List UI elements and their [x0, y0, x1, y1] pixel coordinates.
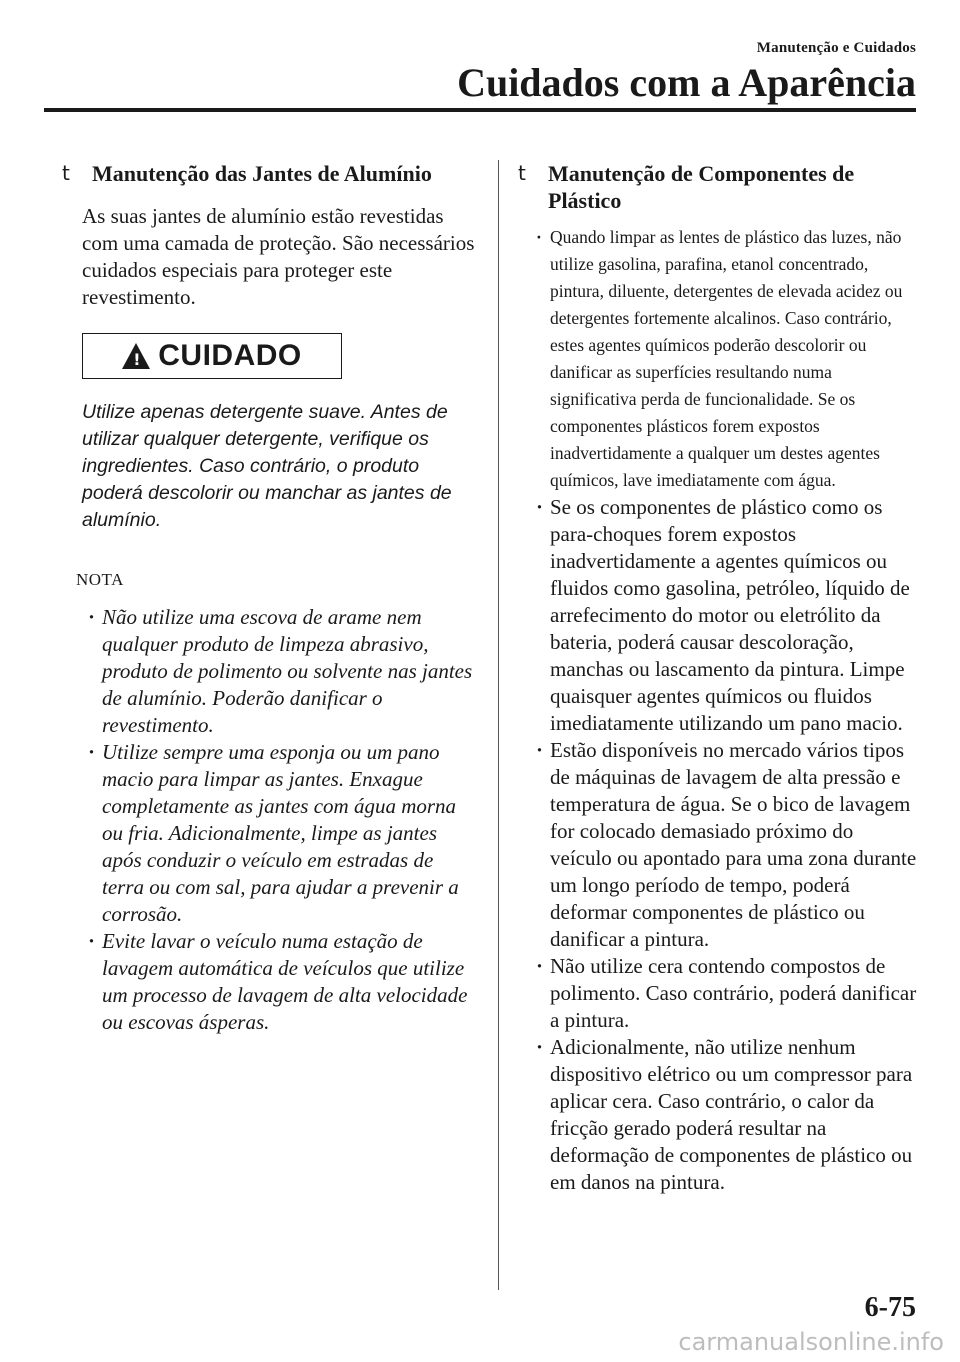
plastic-care-list	[536, 224, 918, 1196]
plastic-components-heading	[518, 160, 918, 214]
nota-item: · Evite lavar o veículo numa estação de lavagem automática de veículos que utilize um processo de lavagem de alta velocidade ou escovas ásperas.	[88, 928, 478, 1036]
warning-triangle-icon: !	[122, 343, 150, 369]
right-column	[518, 160, 918, 1196]
list-item: · Quando limpar as lentes de plástico das luzes, não utilize gasolina, parafina, etanol concentrado, pintura, diluente, detergentes de elevada acidez ou detergentes fortemente alcalinos. Caso contrário, estes agentes químicos poderão descolorir ou danificar as superfícies resultando numa significativa perda de funcionalidade. Se os componentes plásticos forem expostos inadvertidamente a qualquer um destes agentes químicos, lave imediatamente com água.	[536, 224, 918, 494]
left-column	[62, 160, 478, 1036]
alloy-wheels-heading	[62, 160, 478, 187]
column-divider	[498, 160, 499, 1290]
alloy-wheels-intro: As suas jantes de alumínio estão revestidas com uma camada de proteção. São necessários cuidados especiais para proteger este revestimento.	[82, 204, 475, 309]
caution-text: Utilize apenas detergente suave. Antes de utilizar qualquer detergente, verifique os ingredientes. Caso contrário, o produto poderá descolorir ou manchar as jantes de alumínio.	[82, 401, 452, 531]
page-header	[36, 40, 916, 105]
list-item: · Não utilize cera contendo compostos de polimento. Caso contrário, poderá danificar a pintura.	[536, 953, 918, 1034]
header-rule	[44, 108, 916, 112]
caution-box	[82, 333, 342, 379]
page-number: 6-75	[864, 1292, 916, 1323]
alloy-wheels-heading-text: Manutenção das Jantes de Alumínio	[92, 161, 432, 186]
list-item: · Se os componentes de plástico como os para-choques forem expostos inadvertidamente a agentes químicos ou fluidos como gasolina, petróleo, líquido de arrefecimento do motor ou eletrólito da bateria, poderá causar descoloração, manchas ou lascamento da pintura. Limpe quaisquer agentes químicos ou fluidos imediatamente utilizando um pano macio.	[536, 494, 918, 737]
section-marker-icon: t	[62, 161, 70, 185]
nota-label: NOTA	[76, 570, 124, 589]
section-title: Cuidados com a Aparência	[457, 60, 916, 105]
plastic-components-heading-text: Manutenção de Componentes de Plástico	[548, 161, 855, 213]
list-item: · Adicionalmente, não utilize nenhum dispositivo elétrico ou um compressor para aplicar cera. Caso contrário, o calor da fricção gerado poderá resultar na deformação de componentes de plástico ou em danos na pintura.	[536, 1034, 918, 1196]
nota-item: · Utilize sempre uma esponja ou um pano macio para limpar as jantes. Enxague completamente as jantes com água morna ou fria. Adicionalmente, limpe as jantes após conduzir o veículo em estradas de terra ou com sal, para ajudar a prevenir a corrosão.	[88, 739, 478, 928]
nota-item: · Não utilize uma escova de arame nem qualquer produto de limpeza abrasivo, produto de polimento ou solvente nas jantes de alumínio. Poderão danificar o revestimento.	[88, 604, 478, 739]
chapter-title: Manutenção e Cuidados	[756, 40, 916, 56]
watermark: carmanualsonline.info	[678, 1328, 944, 1356]
caution-label: CUIDADO	[158, 339, 302, 372]
section-marker-icon: t	[518, 161, 526, 185]
nota-list	[88, 604, 478, 1036]
list-item: · Estão disponíveis no mercado vários tipos de máquinas de lavagem de alta pressão e temperatura de água. Se o bico de lavagem for colocado demasiado próximo do veículo ou apontado para uma zona durante um longo período de tempo, poderá deformar componentes de plástico ou danificar a pintura.	[536, 737, 918, 953]
